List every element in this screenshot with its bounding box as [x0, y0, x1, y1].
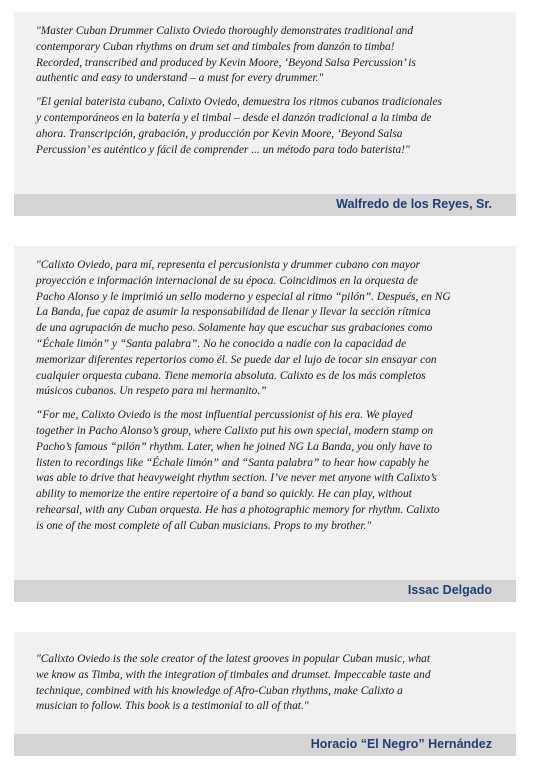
quote-english: "Calixto Oviedo is the sole creator of the latest grooves in popular Cuban music, what we know as Timba, with the integration of timbales and drumset. Impeccable taste and technique, combined with his knowledge of Afro-Cuban rhythms, make Calixto a musician to follow. This book is a testimonial to all of that." [36, 653, 431, 713]
testimonial-body [14, 246, 516, 535]
attribution-bar [14, 194, 516, 216]
testimonial-card-issac [14, 246, 516, 602]
testimonial-body [14, 12, 516, 158]
testimonial-body [14, 632, 516, 715]
quote-english: "Master Cuban Drummer Calixto Oviedo thoroughly demonstrates traditional and contemporary Cuban rhythms on drum set and timbales from danzón to timba! Recorded, transcribed and produced by Kevin Moore, ‘Beyond Salsa Percussion’ is authentic and easy to understand – a must for every drummer." [36, 25, 416, 85]
attribution-name: Issac Delgado [407, 583, 492, 597]
quote-spanish: "Calixto Oviedo, para mí, representa el percusionista y drummer cubano con mayor proyección e información internacional de su época. Coincidimos en la orquesta de Pacho Alonso y le imprimió un sello moderno y especial al ritmo “pilón”. Después, en NG La Banda, fue capaz de asumir la responsabilidad de llenar y llevar la sección rítmica de una agrupación de mucho peso. Solamente hay que escuchar sus grabaciones como “Échale limón” y “Santa palabra”. No he conocido a nadie con la capacidad de memorizar diferentes repertorios como él. Se puede dar el lujo de tocar sin ensayar con cualquier orquesta cubana. Tiene memoria absoluta. Calixto es de los más completos músicos cubanos. Un respeto para mi hermanito.” [36, 259, 451, 398]
attribution-name: Walfredo de los Reyes, Sr. [336, 197, 492, 211]
attribution-bar [14, 580, 516, 602]
quote-english: “For me, Calixto Oviedo is the most influential percussionist of his era. We played together in Pacho Alonso’s group, where Calixto put his own special, modern stamp on Pacho’s famous “pilón” rhythm. Later, when he joined NG La Banda, you only have to listen to recordings like “Échale limón” and “Santa palabra” to hear how capably he was able to drive that heavyweight rhythm section. I’ve never met anyone with Calixto’s ability to memorize the entire repertoire of a band so quickly. He can play, without rehearsal, with any Cuban orquesta. He has a photographic memory for rhythm. Calixto is one of the most complete of all Cuban musicians. Props to my brother." [36, 409, 440, 532]
attribution-name: Horacio “El Negro” Hernández [310, 737, 492, 751]
attribution-bar [14, 734, 516, 756]
testimonial-card-horacio [14, 632, 516, 756]
quote-spanish: "El genial baterista cubano, Calixto Oviedo, demuestra los ritmos cubanos tradicionales y contemporáneos en la batería y el timbal – desde el danzón tradicional a la timba de ahora. Transcripción, grabación, y producción por Kevin Moore, ‘Beyond Salsa Percussion’ es auténtico y fácil de comprender ... un método para todo baterista!" [36, 96, 442, 156]
testimonial-card-walfredo [14, 12, 516, 216]
